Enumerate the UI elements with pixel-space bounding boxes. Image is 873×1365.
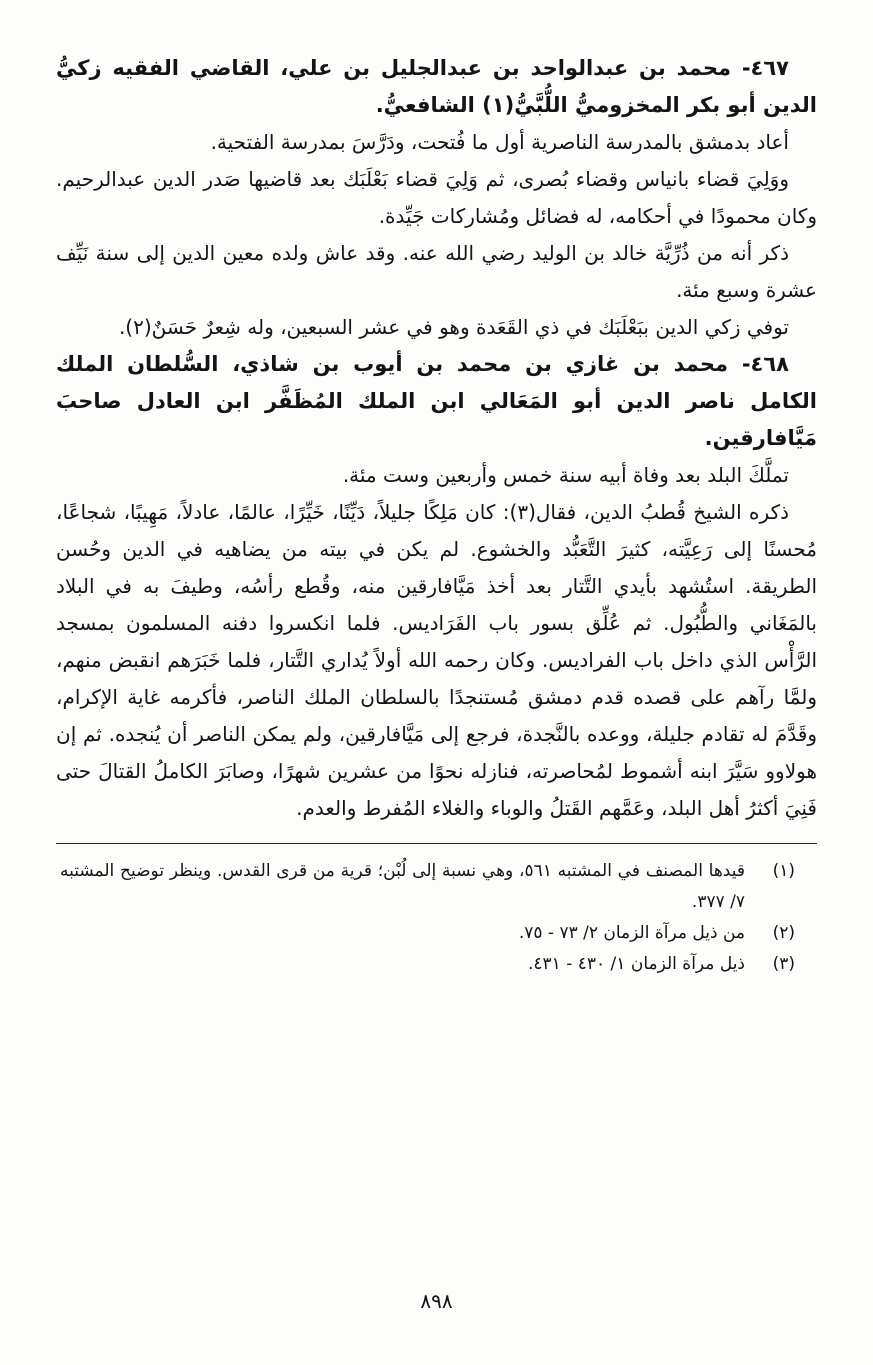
footnote-marker: (٣) — [772, 954, 795, 974]
paragraph: توفي زكي الدين ببَعْلَبَك في ذي القَعَدة وهو في عشر السبعين، وله شِعرٌ حَسَنٌ(٢). — [118, 315, 789, 339]
entry-heading: ٤٦٧- محمد بن عبدالواحد بن عبدالجليل بن علي، القاضي الفقيه زكيُّ الدين أبو بكر المخزوميُّ اللُّبَّيُّ(١) الشافعيُّ. — [56, 56, 817, 117]
footnote-text: ذيل مرآة الزمان ١/ ٤٣٠ - ٤٣١. — [527, 954, 745, 974]
footnote-text: من ذيل مرآة الزمان ٢/ ٧٣ - ٧٥. — [518, 923, 745, 943]
footnote-marker: (١) — [772, 861, 795, 881]
paragraph: أعاد بدمشق بالمدرسة الناصرية أول ما فُتحت، ودَرَّسَ بمدرسة الفتحية. — [210, 130, 789, 154]
entry-heading: ٤٦٨- محمد بن غازي بن محمد بن أيوب بن شاذي، السُّلطان الملك الكامل ناصر الدين أبو المَعَالي ابن الملك المُظَفَّر ابن العادل صاحبَ مَيَّافارقين. — [56, 352, 817, 450]
footnote-marker: (٢) — [772, 923, 795, 943]
entry-468 — [56, 346, 817, 827]
footnote — [60, 856, 795, 918]
paragraph: ذكر أنه من ذُرِّيَّة خالد بن الوليد رضي الله عنه. وقد عاش ولده معين الدين إلى سنة نَيِّف عشرة وسبع مئة. — [56, 241, 817, 302]
footnote-text: قيدها المصنف في المشتبه ٥٦١، وهي نسبة إلى لُبْن؛ قرية من قرى القدس. وينظر توضيح المشتبه ٧/ ٣٧٧. — [60, 861, 745, 912]
footnote-separator — [56, 843, 817, 844]
page-number: ٨٩٨ — [420, 1289, 453, 1313]
paragraph: ووَلِيَ قضاء بانياس وقضاء بُصرى، ثم وَلِيَ قضاء بَعْلَبَك بعد قاضيها صَدر الدين عبدالرحيم. وكان محمودًا في أحكامه، له فضائل ومُشاركات جَيِّدة. — [56, 167, 817, 228]
footnotes-section — [56, 856, 817, 980]
entry-467 — [56, 50, 817, 346]
paragraph: ذكره الشيخ قُطبُ الدين، فقال(٣): كان مَلِكًا جليلاً، دَيِّنًا، خَيِّرًا، عالمًا، عادلاً، مَهِيبًا، شجاعًا، مُحسنًا إلى رَعِيَّته، كثيرَ التَّعَبُّد والخشوع. لم يكن في بيته من يضاهيه في الدين وحُسن الطريقة. استُشهد بأيدي التَّتار بعد أخذ مَيَّافارقين منه، وقُطع رأسُه، وطيفَ به في البلاد بالمَغَاني والطُّبُول. ثم عُلِّق بسور باب الفَرَاديس. فلما انكسروا دفنه المسلمون بمسجد الرَّأْس الذي داخل باب الفراديس. وكان رحمه الله أولاً يُداري التَّتار، فلما خَبَرَهم انقبض منهم، ولمَّا رآهم على قصده قدم دمشق مُستنجدًا بالسلطان الملك الناصر، فأكرمه غاية الإكرام، وقَدَّمَ له تقادم جليلة، ووعده بالنَّجدة، فرجع إلى مَيَّافارقين، ولم يمكن الناصر أن يُنجده. ثم إن هولاوو سَيَّرَ ابنه أشموط لمُحاصرته، فنازله نحوًا من عشرين شهرًا، وصابَرَ الكاملُ القتالَ حتى فَنِيَ أكثرُ أهل البلد، وعَمَّهم القَتلُ والوباء والغلاء المُفرط والعدم. — [56, 500, 817, 820]
footnote — [60, 918, 795, 949]
footnote — [60, 949, 795, 980]
paragraph: تملَّكَ البلد بعد وفاة أبيه سنة خمس وأربعين وست مئة. — [342, 463, 789, 487]
